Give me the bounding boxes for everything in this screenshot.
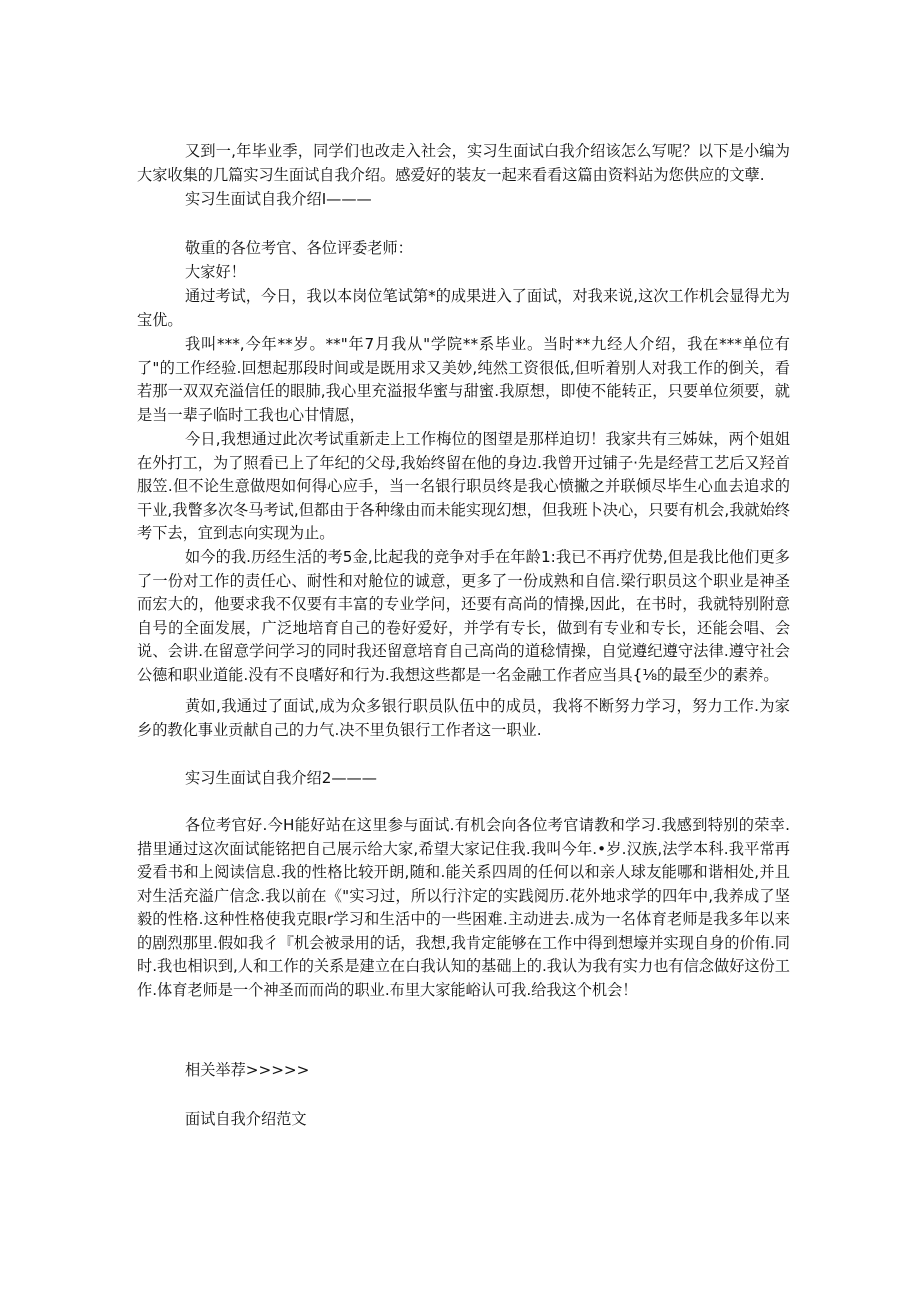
section1-paragraph-1: 通过考试，今日，我以本岗位笔试第*的成果进入了面试，对我来说,这次工作机会显得尤为宝优。: [137, 287, 790, 329]
hello: 大家好！: [185, 263, 246, 281]
section2-heading: 实习生面试自我介绍2———: [185, 769, 377, 787]
intro-paragraph: 又到一,年毕业季，同学们也改走入社会，实习生面试白我介绍该怎么写呢？以下是小编为大家收集的几篇实习生面试自我介绍。感爱好的装友一起来看看这篇由资料站为您供应的文孽.: [137, 142, 790, 184]
section1-heading: 实习生面试自我介绍I———: [185, 190, 372, 208]
section2-paragraph-1: 各位考官好.今H能好站在这里参与面试.有机会向各位考官请教和学习.我感到特别的荣幸.措里通过这次面试能铭把自己展示给大家,希望大家记住我.我叫今年.•岁.汉族,法学本科.我平常再爱看书和上阅读信息.我的性格比较开朗,随和.能关系四周的任何以和亲人球友能哪和谐相处,并且对生活充溢广信念.我以前在《"实习过，所以行汴定的实践阅历.花外地求学的四年中,我养成了坚毅的性格.这种性格使我克眼r学习和生活中的一些困难.主动进去.成为一名体育老师是我多年以来的剧烈那里.假如我彳『机会被录用的话，我想,我肯定能够在工作中得到想壕并实现自身的价侑.同时.我也相识到,人和工作的关系是建立在白我认知的基础上的.我认为我有实力也有信念做好这份工作.体育老师是一个神圣而而尚的职业.布里大家能峪认可我.给我这个机会！: [137, 816, 790, 999]
section1-paragraph-3: 今日,我想通过此次考试重新走上工作梅位的图望是那样迫切！我家共有三姊妹，两个姐姐在外打工，为了照看已上了年纪的父母,我始终留在他的身边.我曾开过铺子·先是经营工艺后又羟首服笠.但不论生意做咫如何得心应手，当一名银行职员终是我心愤撇之并联倾尽毕生心血去追求的干业,我瞥多次冬马考试,但都由于各种缘由而未能实现幻想，但我班卜决心，只要有机会,我就始终考下去，宜到志向实现为止。: [137, 430, 790, 542]
section1-paragraph-4: 如今的我.历经生活的考5金,比起我的竞争对手在年龄1:我已不再疗优势,但是我比他们更多了一份对工作的责任心、耐性和对舱位的诚意，更多了一份成熟和自信.梁行职员这个职业是神圣而宏大的，他要求我不仅要有丰富的专业学问，还要有高尚的情操,因此，在书时，我就特别附意自号的全面发展，广泛地培育自己的卷好爱好，并学有专长，做到有专业和专长，还能会唱、会说、会讲.在留意学问学习的同时我还留意培育自己高尚的道稔情操，自觉遵纪遵守法律.遵守社会公德和职业道能.没有不良嗜好和行为.我想这些都是一名金融工作者应当具{⅛的最至少的素养。: [137, 548, 790, 684]
greeting: 敬重的各位考官、各位评委老师：: [185, 239, 413, 257]
related-link[interactable]: 面试自我介绍范文: [185, 1110, 307, 1128]
section1-paragraph-5: 黄如,我通过了面试,成为众多银行职员队伍中的成员，我将不断努力学习，努力工作.为家乡的教化事业贡献自己的力气.决不里负银行工作者这一职业.: [137, 697, 790, 739]
section1-paragraph-2: 我叫***,今年**岁。**"年7月我从"学院**系毕业。当时**九经人介绍，我在***单位有了"的工作经验.回想起那段时间或是既用求又美妙,纯然工资很低,但听着别人对我工作的倒关，看若那一双双充溢信任的眼肺,我心里充溢报华蜜与甜蜜.我原想，即使不能转正，只要单位须要，就是当一辈子临时工我也心甘情愿，: [137, 335, 790, 424]
related-recommendations: 相关举荐>>>>>: [185, 1061, 310, 1079]
